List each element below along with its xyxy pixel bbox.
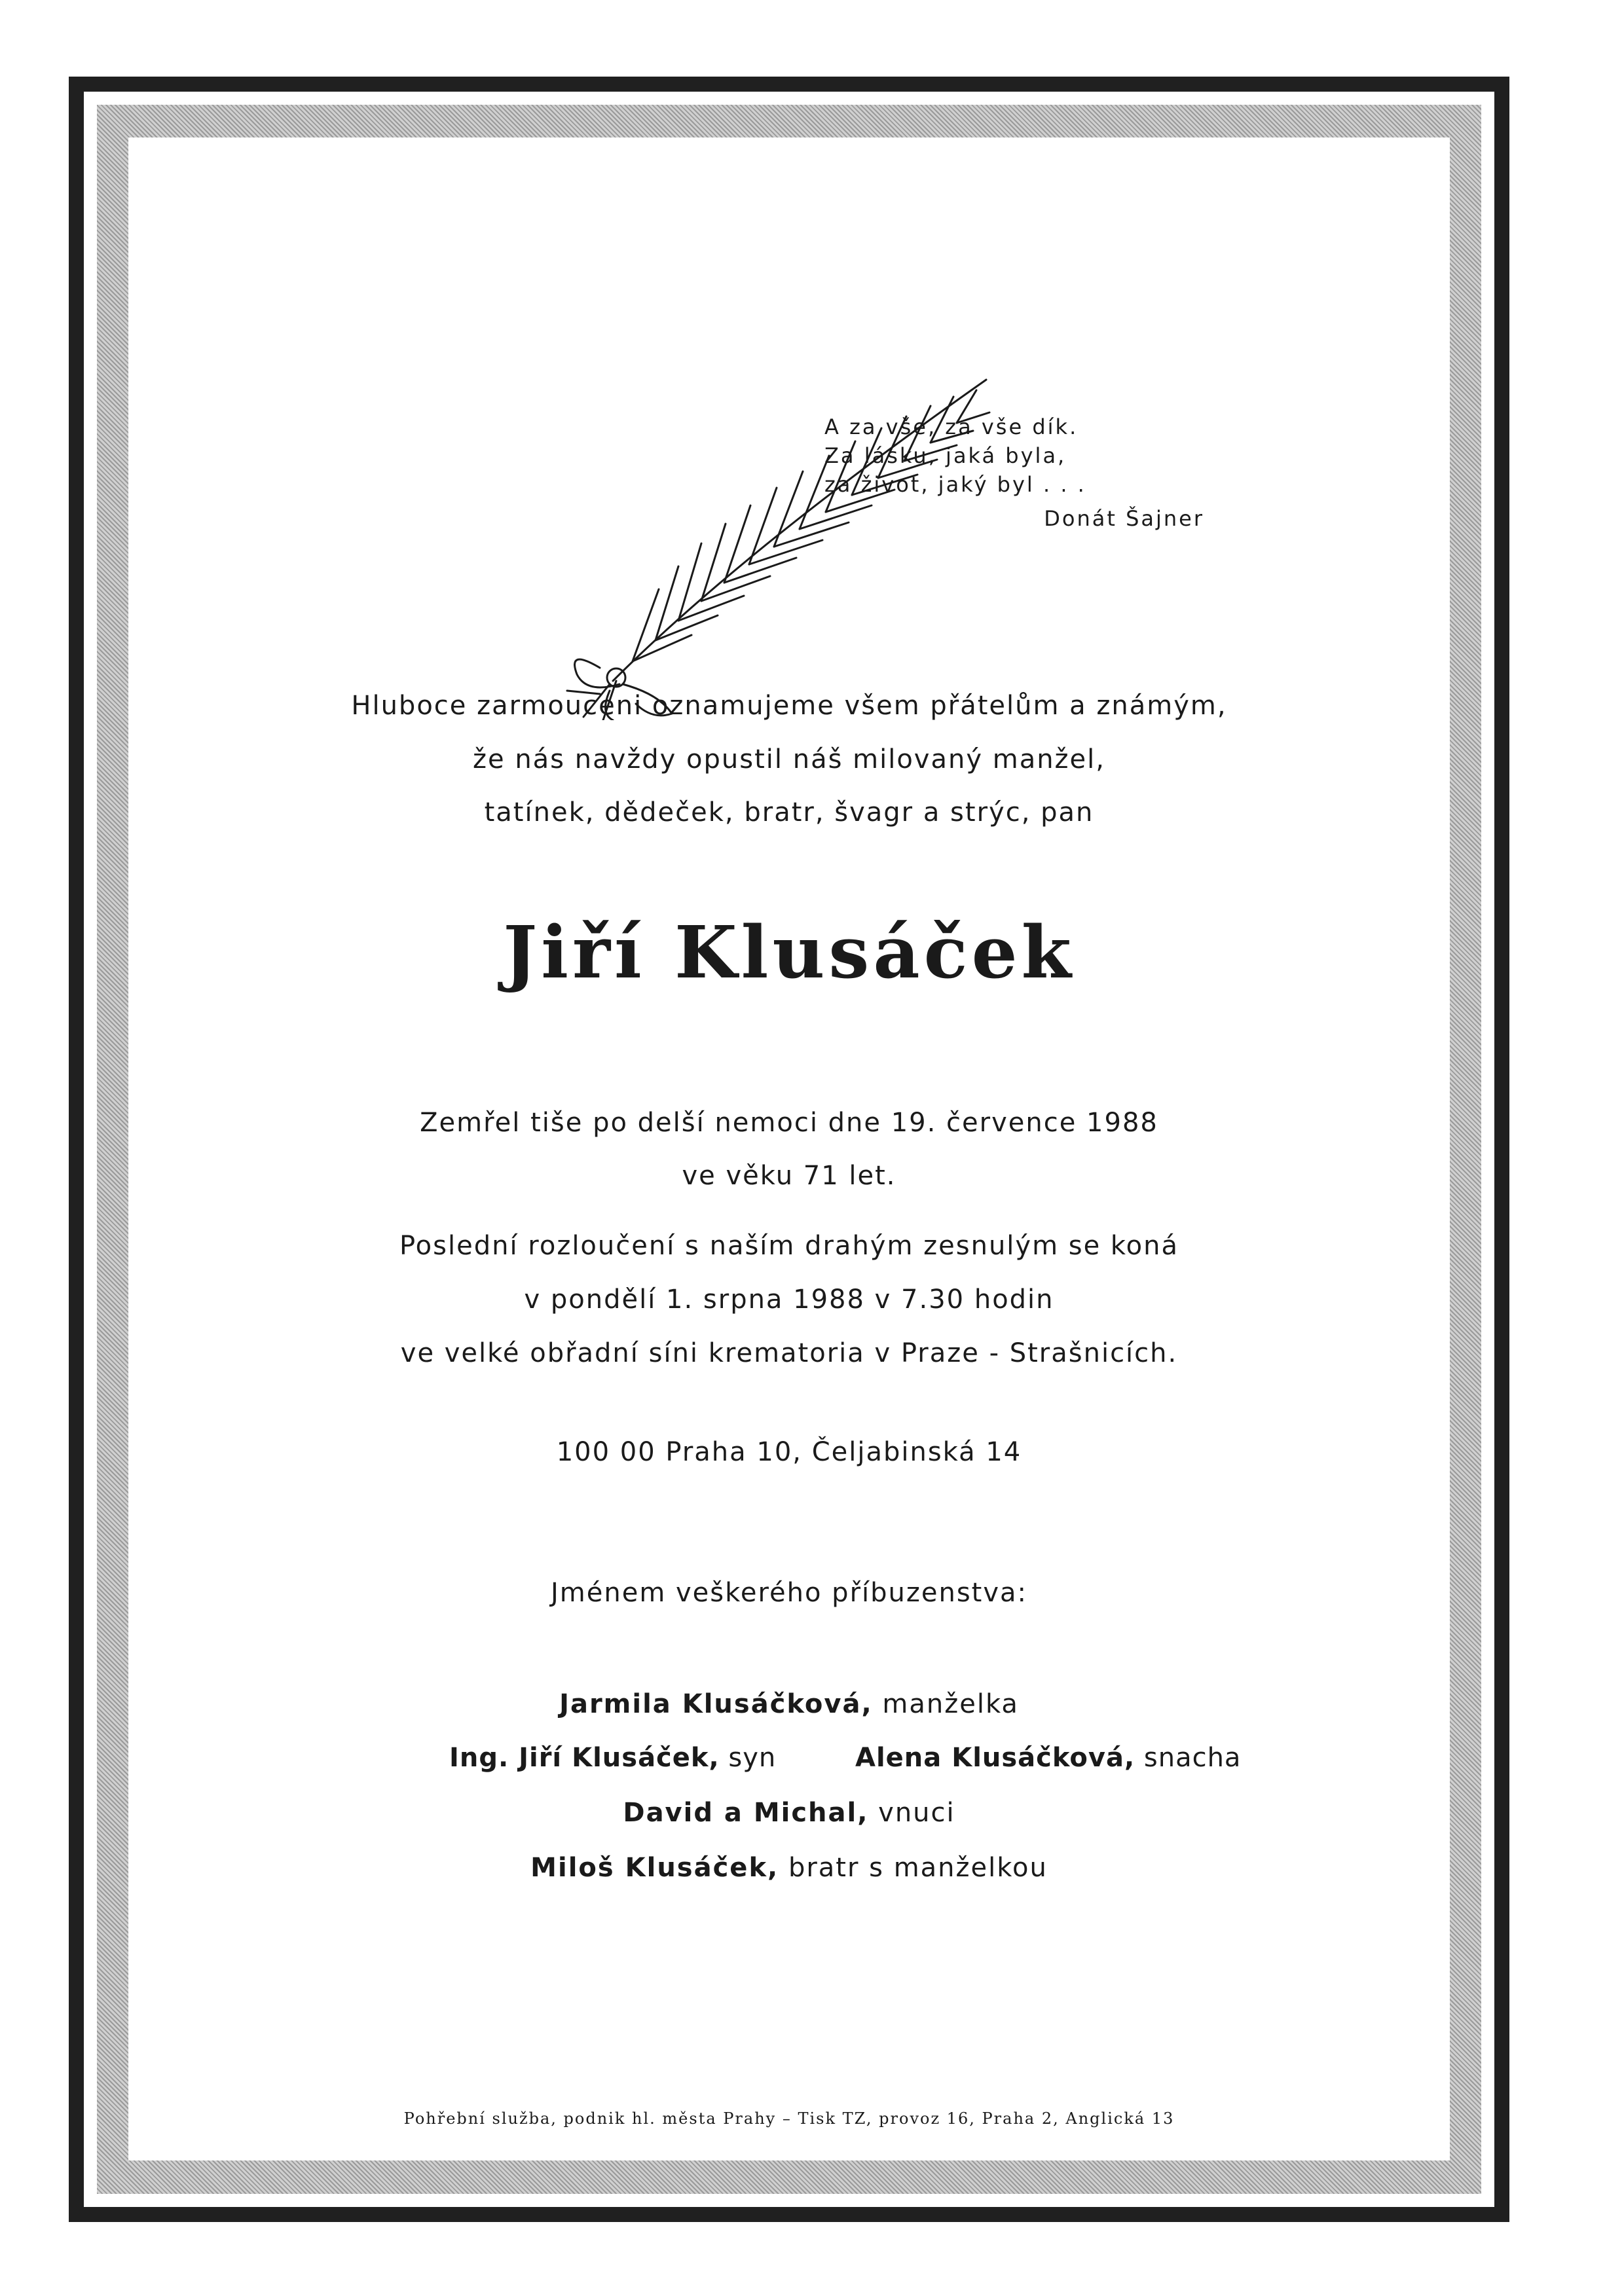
- printer-footer: Pohřební služba, podnik hl. města Prahy – Tisk TZ, provoz 16, Praha 2, Anglická 13: [403, 2109, 1175, 2128]
- quote-author: Donát Šajner: [1044, 506, 1204, 531]
- family-member-relation: snacha: [1143, 1743, 1242, 1773]
- funeral-line: Poslední rozloučení s naším drahým zesnulým se koná: [399, 1231, 1179, 1261]
- announcement-line: tatínek, dědeček, bratr, švagr a strýc, pan: [484, 797, 1094, 828]
- funeral-line: v pondělí 1. srpna 1988 v 7.30 hodin: [524, 1285, 1054, 1315]
- family-member-name: David a Michal,: [623, 1798, 869, 1828]
- family-member-name: Ing. Jiří Klusáček,: [449, 1743, 720, 1773]
- announcement-line: že nás navždy opustil náš milovaný manžel,: [473, 744, 1105, 774]
- quote-block: [824, 412, 1204, 533]
- family-intro: Jménem veškerého příbuzenstva:: [550, 1578, 1028, 1608]
- family-member-relation: vnuci: [878, 1798, 955, 1828]
- family-member: [128, 1853, 1450, 1883]
- family-member-name: Miloš Klusáček,: [530, 1853, 779, 1883]
- announcement-line: Hluboce zarmouceni oznamujeme všem přátelům a známým,: [351, 691, 1227, 721]
- deceased-name: Jiří Klusáček: [503, 910, 1075, 994]
- age-line: ve věku 71 let.: [682, 1161, 896, 1191]
- family-member-relation: syn: [728, 1743, 777, 1773]
- family-member-relation: manželka: [882, 1689, 1019, 1719]
- address-line: 100 00 Praha 10, Čeljabinská 14: [556, 1437, 1022, 1467]
- death-line: Zemřel tiše po delší nemoci dne 19. července 1988: [420, 1108, 1158, 1138]
- family-member: [128, 1798, 1450, 1828]
- family-member: [449, 1743, 776, 1773]
- obituary-page: [128, 137, 1450, 2160]
- funeral-line: ve velké obřadní síni krematoria v Praze - Strašnicích.: [400, 1338, 1178, 1368]
- family-member: [855, 1743, 1241, 1773]
- quote-line: za život, jaký byl . . .: [824, 472, 1086, 497]
- family-member: [128, 1689, 1450, 1719]
- quote-line: Za lásku, jaká byla,: [824, 443, 1067, 468]
- family-member-name: Alena Klusáčková,: [855, 1743, 1135, 1773]
- family-member-relation: bratr s manželkou: [788, 1853, 1048, 1883]
- family-member-name: Jarmila Klusáčková,: [559, 1689, 873, 1719]
- quote-line: A za vše, za vše dík.: [824, 414, 1079, 439]
